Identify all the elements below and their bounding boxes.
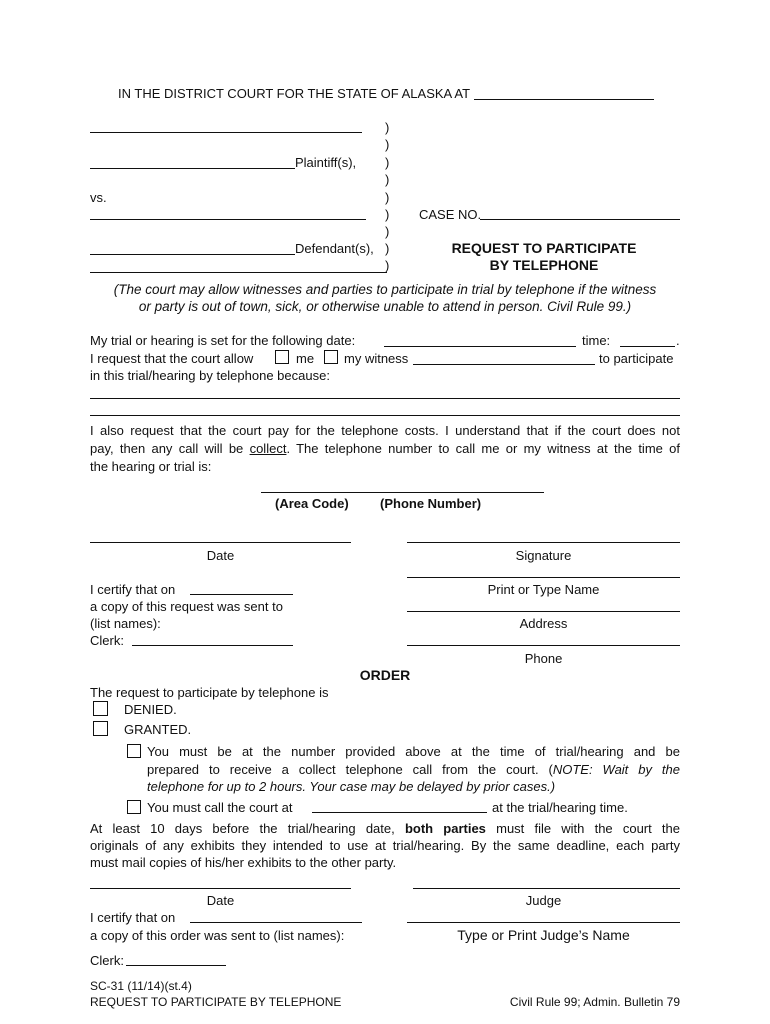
option1-line3: telephone for up to 2 hours. Your case may be delayed by prior cases.)	[147, 779, 556, 794]
defendant-name-line-2[interactable]	[90, 254, 295, 255]
order-date-line[interactable]	[90, 888, 351, 889]
clerk-label: Clerk:	[90, 633, 124, 648]
caption-paren: )	[385, 120, 390, 135]
costs-line2: pay, then any call will be collect. The telephone number to call me or my witness at the time of	[90, 441, 680, 456]
option1-checkbox[interactable]	[127, 744, 141, 758]
phone-line[interactable]	[407, 645, 680, 646]
costs-line1: I also request that the court pay for the telephone costs. I understand that if the court does not	[90, 423, 680, 438]
notice-line2: or party is out of town, sick, or otherwise unable to attend in person. Civil Rule 99.)	[138, 299, 632, 314]
because-label: in this trial/hearing by telephone because:	[90, 368, 330, 383]
court-location-line[interactable]	[474, 99, 654, 100]
phone-number-label: (Phone Number)	[380, 496, 482, 511]
request-prefix: I request that the court allow	[90, 351, 254, 366]
print-name-label: Print or Type Name	[487, 582, 600, 597]
signature-label: Signature	[515, 548, 572, 563]
granted-label: GRANTED.	[124, 722, 192, 737]
caption-paren: )	[385, 155, 390, 170]
option2-suffix: at the trial/hearing time.	[492, 800, 628, 815]
copy-sent-label: a copy of this request was sent to	[90, 599, 283, 614]
form-number: SC-31 (11/14)(st.4)	[90, 979, 192, 993]
order-clerk-label: Clerk:	[90, 953, 124, 968]
caption-paren: )	[385, 172, 390, 187]
option1-line2: prepared to receive a collect telephone call from the court. (NOTE: Wait by the	[147, 762, 680, 777]
request-date-line[interactable]	[90, 542, 351, 543]
case-no-label: CASE NO.	[419, 207, 482, 222]
trial-date-label: My trial or hearing is set for the following date:	[90, 333, 356, 348]
trial-date-line[interactable]	[384, 346, 576, 347]
print-name-line[interactable]	[407, 577, 680, 578]
denied-label: DENIED.	[124, 702, 177, 717]
collect-text: collect	[249, 441, 287, 456]
me-checkbox[interactable]	[275, 350, 289, 364]
defendant-label: Defendant(s),	[295, 241, 374, 256]
denied-checkbox[interactable]	[93, 701, 108, 716]
exhibits-line3: must mail copies of his/her exhibits to the other party.	[90, 855, 397, 870]
reason-line-2[interactable]	[90, 415, 680, 416]
court-title: IN THE DISTRICT COURT FOR THE STATE OF ALASKA AT	[118, 86, 471, 101]
certify-date-line[interactable]	[190, 594, 293, 595]
option2-checkbox[interactable]	[127, 800, 141, 814]
clerk-line[interactable]	[132, 645, 293, 646]
defendant-name-line-1[interactable]	[90, 219, 366, 220]
caption-paren: )	[385, 258, 390, 273]
phone-number-line[interactable]	[261, 492, 544, 493]
order-intro: The request to participate by telephone is	[90, 685, 329, 700]
order-copy-sent-label: a copy of this order was sent to (list names):	[90, 928, 345, 943]
exhibits-line2: originals of any exhibits they intended to use at trial/hearing. By the same deadline, each party	[90, 838, 680, 853]
witness-label: my witness	[344, 351, 409, 366]
granted-checkbox[interactable]	[93, 721, 108, 736]
caption-paren: )	[385, 241, 390, 256]
me-label: me	[296, 351, 315, 366]
rule-reference: Civil Rule 99; Admin. Bulletin 79	[509, 995, 680, 1009]
caption-paren: )	[385, 224, 390, 239]
notice-line1: (The court may allow witnesses and parties to participate in trial by telephone if the witness	[113, 282, 657, 297]
option2-prefix: You must call the court at	[147, 800, 293, 815]
area-code-label: (Area Code)	[275, 496, 349, 511]
vs-label: vs.	[90, 190, 107, 205]
address-line[interactable]	[407, 611, 680, 612]
option1-line1: You must be at the number provided above at the time of trial/hearing and be	[147, 744, 680, 759]
order-clerk-line[interactable]	[126, 965, 226, 966]
form-title: REQUEST TO PARTICIPATE BY TELEPHONE	[90, 995, 342, 1009]
order-heading: ORDER	[359, 667, 411, 683]
case-no-line[interactable]	[480, 219, 680, 220]
order-certify-label: I certify that on	[90, 910, 176, 925]
caption-paren: )	[385, 207, 390, 222]
judge-label: Judge	[525, 893, 562, 908]
witness-checkbox[interactable]	[324, 350, 338, 364]
judge-name-line[interactable]	[407, 922, 680, 923]
order-certify-date-line[interactable]	[190, 922, 362, 923]
doc-title-line1: REQUEST TO PARTICIPATE	[451, 240, 637, 256]
plaintiff-name-line-2[interactable]	[90, 168, 295, 169]
time-label: time:	[582, 333, 611, 348]
judge-signature-line[interactable]	[413, 888, 680, 889]
plaintiff-label: Plaintiff(s),	[295, 155, 357, 170]
list-names-label: (list names):	[90, 616, 161, 631]
certify-label: I certify that on	[90, 582, 176, 597]
signature-line[interactable]	[407, 542, 680, 543]
address-label: Address	[519, 616, 568, 631]
request-date-label: Date	[206, 548, 235, 563]
caption-paren: )	[385, 190, 390, 205]
reason-line-1[interactable]	[90, 398, 680, 399]
judge-name-label: Type or Print Judge’s Name	[457, 927, 630, 943]
costs-line3: the hearing or trial is:	[90, 459, 212, 474]
order-date-label: Date	[206, 893, 235, 908]
doc-title-line2: BY TELEPHONE	[489, 257, 599, 273]
time-line[interactable]	[620, 346, 675, 347]
plaintiff-name-line-1[interactable]	[90, 132, 362, 133]
participate-label: to participate	[599, 351, 674, 366]
witness-name-line[interactable]	[413, 364, 595, 365]
caption-paren: )	[385, 137, 390, 152]
phone-label: Phone	[524, 651, 563, 666]
court-phone-line[interactable]	[312, 812, 487, 813]
exhibits-line1: At least 10 days before the trial/hearing date, both parties must file with the court the	[90, 821, 680, 836]
caption-bottom-line	[90, 272, 387, 273]
